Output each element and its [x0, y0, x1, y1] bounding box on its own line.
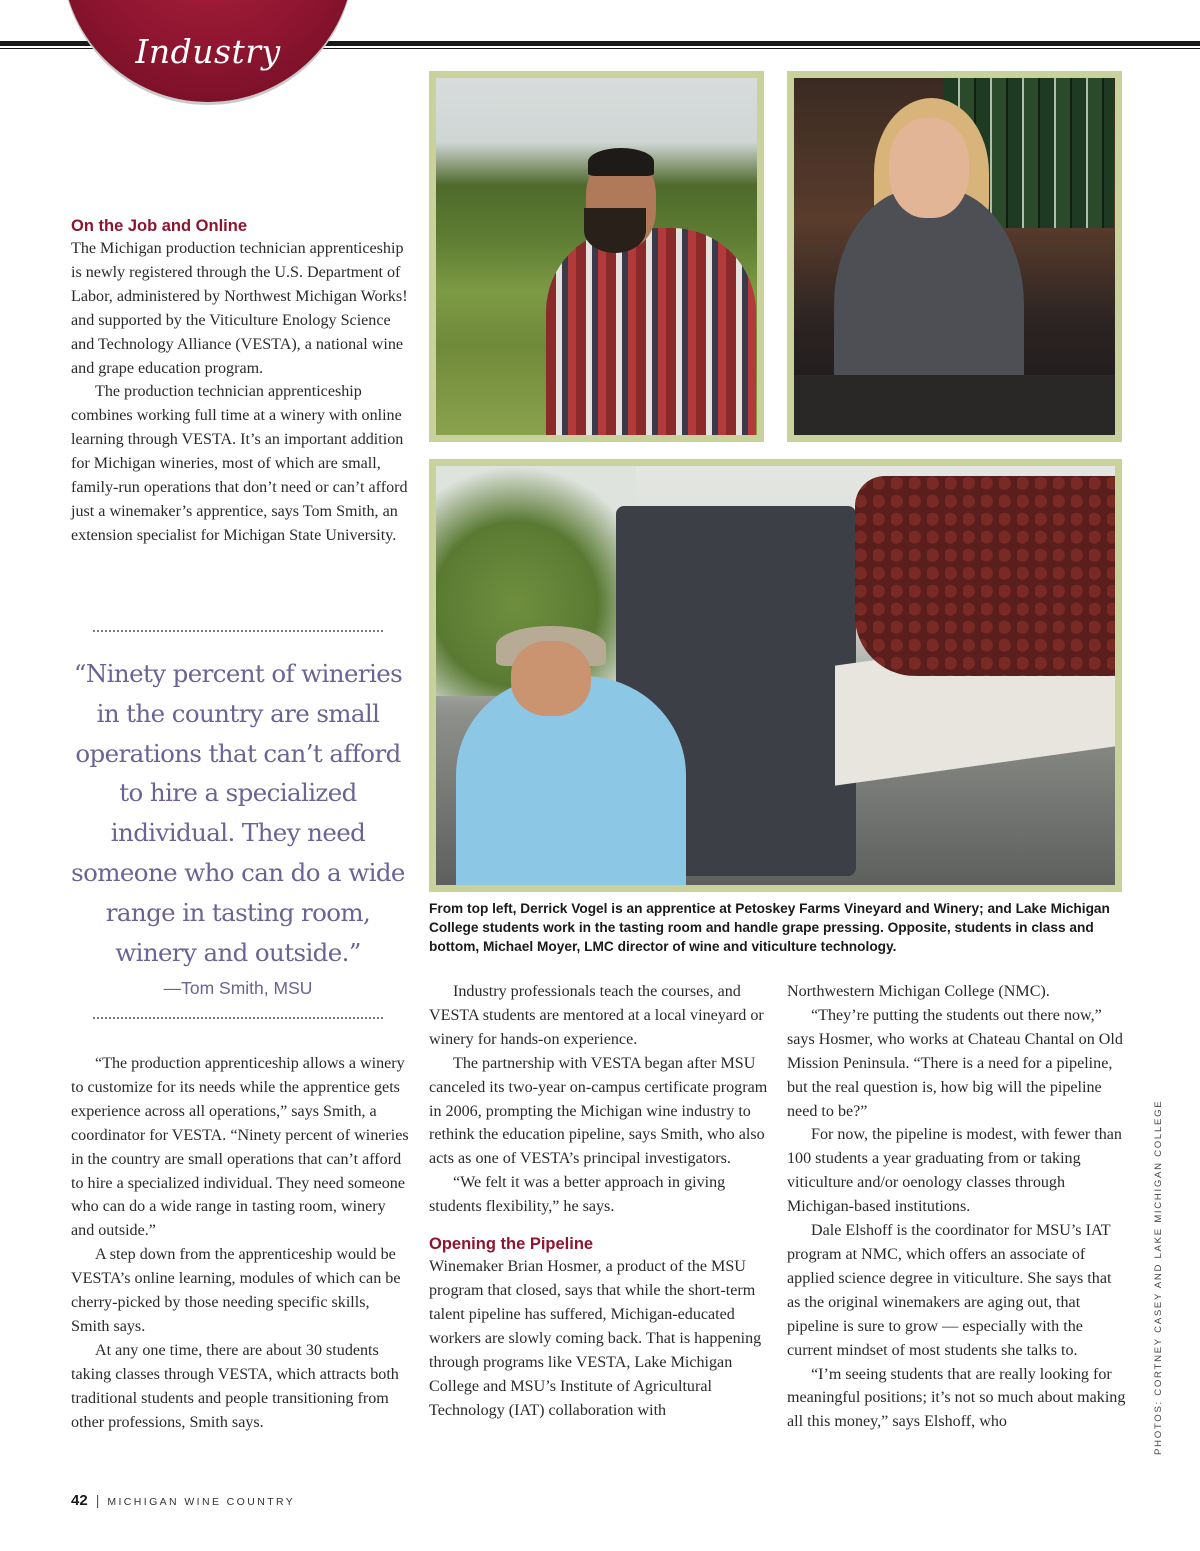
publication-name: MICHIGAN WINE COUNTRY	[107, 1496, 296, 1508]
section-badge	[62, 0, 354, 102]
page-number: 42	[71, 1492, 88, 1509]
middle-column	[429, 980, 769, 1422]
photo-caption: From top left, Derrick Vogel is an apprentice at Petoskey Farms Vineyard and Winery; and Lake Michigan College students work in the tasting room and handle grape pressing. Opposite, students in class and bottom, Michael Moyer, LMC director of wine and viticulture technology.	[429, 901, 1110, 954]
body-paragraph: Northwestern Michigan College (NMC).	[787, 983, 1050, 1000]
pull-quote	[71, 630, 405, 1019]
footer-separator: |	[95, 1492, 100, 1508]
body-paragraph: “The production apprenticeship allows a winery to customize for its needs while the apprentice gets experience across all operations,” says Smith, a coordinator for VESTA. “Ninety percent of wineries in the country are small operations that can’t afford to hire a specialized individual. They need someone who can do a wide range in tasting room, winery and outside.”	[71, 1055, 409, 1240]
section-heading: Opening the Pipeline	[429, 1235, 594, 1254]
photo-tasting-room	[787, 71, 1122, 442]
photo-grape-pressing	[429, 459, 1122, 892]
body-paragraph: At any one time, there are about 30 students taking classes through VESTA, which attracts both traditional students and people transitioning from other professions, Smith says.	[71, 1341, 399, 1431]
body-paragraph: The production technician apprenticeship combines working full time at a winery with online learning through VESTA. It’s an important addition for Michigan wineries, most of which are small, family-run operations that don’t need or can’t afford just a winemaker’s apprentice, says Tom Smith, an extension specialist for Michigan State University.	[71, 383, 408, 544]
photo-vineyard-apprentice	[429, 71, 764, 442]
body-paragraph: Dale Elshoff is the coordinator for MSU’s IAT program at NMC, which offers an associate of applied science degree in viticulture. She says that as the original winemakers are aging out, that pipeline is sure to grow — especially with the current mindset of most students she talks to.	[787, 1222, 1112, 1359]
body-paragraph: A step down from the apprenticeship would be VESTA’s online learning, modules of which can be cherry-picked by those needing specific skills, Smith says.	[71, 1246, 401, 1335]
quote-divider-top	[93, 630, 383, 632]
section-heading: On the Job and Online	[71, 217, 248, 235]
body-paragraph: The Michigan production technician apprenticeship is newly registered through the U.S. Department of Labor, administered by Northwest Michigan Works! and supported by the Viticulture Enology Science and Technology Alliance (VESTA), a national wine and grape education program.	[71, 240, 408, 377]
left-column-lower	[71, 1052, 409, 1435]
page-footer	[71, 1492, 295, 1510]
body-paragraph: The partnership with VESTA began after MSU canceled its two-year on-campus certificate program in 2006, prompting the Michigan wine industry to rethink the education pipeline, says Smith, who also acts as one of VESTA’s principal investigators.	[429, 1054, 768, 1168]
quote-divider-bottom	[93, 1017, 383, 1019]
photo-credit: PHOTOS: CORTNEY CASEY AND LAKE MICHIGAN COLLEGE	[1153, 1099, 1164, 1455]
body-paragraph: For now, the pipeline is modest, with fewer than 100 students a year graduating from or taking viticulture and/or oenology classes through Michigan-based institutions.	[787, 1126, 1122, 1216]
body-paragraph: Industry professionals teach the courses, and VESTA students are mentored at a local vineyard or winery for hands-on experience.	[429, 983, 764, 1048]
pull-quote-text: “Ninety percent of wineries in the country are small operations that can’t afford to hire a specialized individual. They need someone who can do a wide range in tasting room, winery and outside.”	[71, 659, 405, 967]
body-paragraph: “I’m seeing students that are really looking for meaningful positions; it’s not so much about making all this money,” says Elshoff, who	[787, 1365, 1126, 1431]
body-paragraph: Winemaker Brian Hosmer, a product of the MSU program that closed, says that while the short-term talent pipeline has suffered, Michigan-educated workers are slowly coming back. That is happening through programs like VESTA, Lake Michigan College and MSU’s Institute of Agricultural Technology (IAT) collaboration with	[429, 1258, 762, 1419]
section-label: Industry	[135, 32, 281, 71]
body-paragraph: “We felt it was a better approach in giving students flexibility,” he says.	[429, 1174, 726, 1216]
body-paragraph: “They’re putting the students out there now,” says Hosmer, who works at Chateau Chantal on Old Mission Peninsula. “There is a need for a pipeline, but the real question is, how big will the pipeline need to be?”	[787, 1006, 1123, 1120]
pull-quote-attribution: —Tom Smith, MSU	[163, 978, 313, 999]
right-column	[787, 980, 1127, 1434]
left-column-upper	[71, 215, 411, 548]
